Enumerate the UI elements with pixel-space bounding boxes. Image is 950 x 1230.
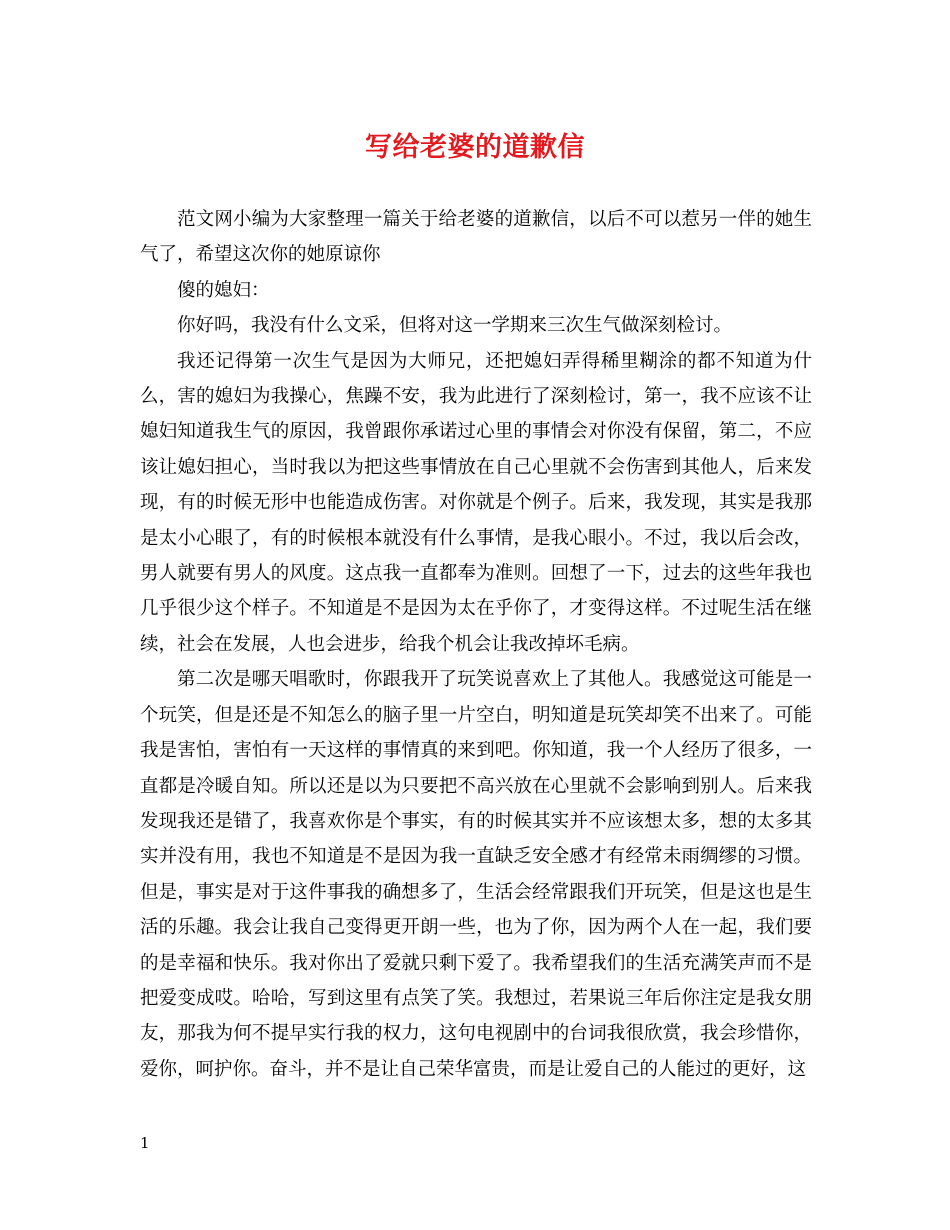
page-number: 1	[140, 1134, 150, 1152]
paragraph-first-incident: 我还记得第一次生气是因为大师兄，还把媳妇弄得稀里糊涂的都不知道为什么，害的媳妇为我操心，焦躁不安，我为此进行了深刻检讨，第一，我不应该不让媳妇知道我生气的原因，我曾跟你承诺过心里的事情会对你没有保留，第二，不应该让媳妇担心，当时我以为把这些事情放在自己心里就不会伤害到其他人，后来发现，有的时候无形中也能造成伤害。对你就是个例子。后来，我发现，其实是我那是太小心眼了，有的时候根本就没有什么事情，是我心眼小。不过，我以后会改，男人就要有男人的风度。这点我一直都奉为准则。回想了一下，过去的这些年我也几乎很少这个样子。不知道是不是因为太在乎你了，才变得这样。不过呢生活在继续，社会在发展，人也会进步，给我个机会让我改掉坏毛病。	[140, 350, 812, 655]
document-title: 写给老婆的道歉信	[365, 132, 585, 163]
paragraph-second-incident: 第二次是哪天唱歌时，你跟我开了玩笑说喜欢上了其他人。我感觉这可能是一个玩笑，但是还是不知怎么的脑子里一片空白，明知道是玩笑却笑不出来了。可能我是害怕，害怕有一天这样的事情真的来到吧。你知道，我一个人经历了很多，一直都是冷暖自知。所以还是以为只要把不高兴放在心里就不会影响到别人。后来我发现我还是错了，我喜欢你是个事实，有的时候其实并不应该想太多，想的太多其实并没有用，我也不知道是不是因为我一直缺乏安全感才有经常未雨绸缪的习惯。但是，事实是对于这件事我的确想多了，生活会经常跟我们开玩笑，但是这也是生活的乐趣。我会让我自己变得更开朗一些，也为了你，因为两个人在一起，我们要的是幸福和快乐。我对你出了爱就只剩下爱了。我希望我们的生活充满笑声而不是把爱变成哎。哈哈，写到这里有点笑了笑。我想过，若果说三年后你注定是我女朋友，那我为何不提早实行我的权力，这句电视剧中的台词我很欣赏，我会珍惜你，爱你，呵护你。奋斗，并不是让自己荣华富贵，而是让爱自己的人能过的更好，这	[140, 669, 812, 1080]
document-body	[140, 202, 812, 1087]
paragraph-salutation: 傻的媳妇：	[177, 279, 270, 301]
paragraph-greeting: 你好吗，我没有什么文采，但将对这一学期来三次生气做深刻检讨。	[177, 315, 733, 337]
paragraph-intro: 范文网小编为大家整理一篇关于给老婆的道歉信，以后不可以惹另一伴的她生气了，希望这次你的她原谅你	[140, 209, 812, 266]
